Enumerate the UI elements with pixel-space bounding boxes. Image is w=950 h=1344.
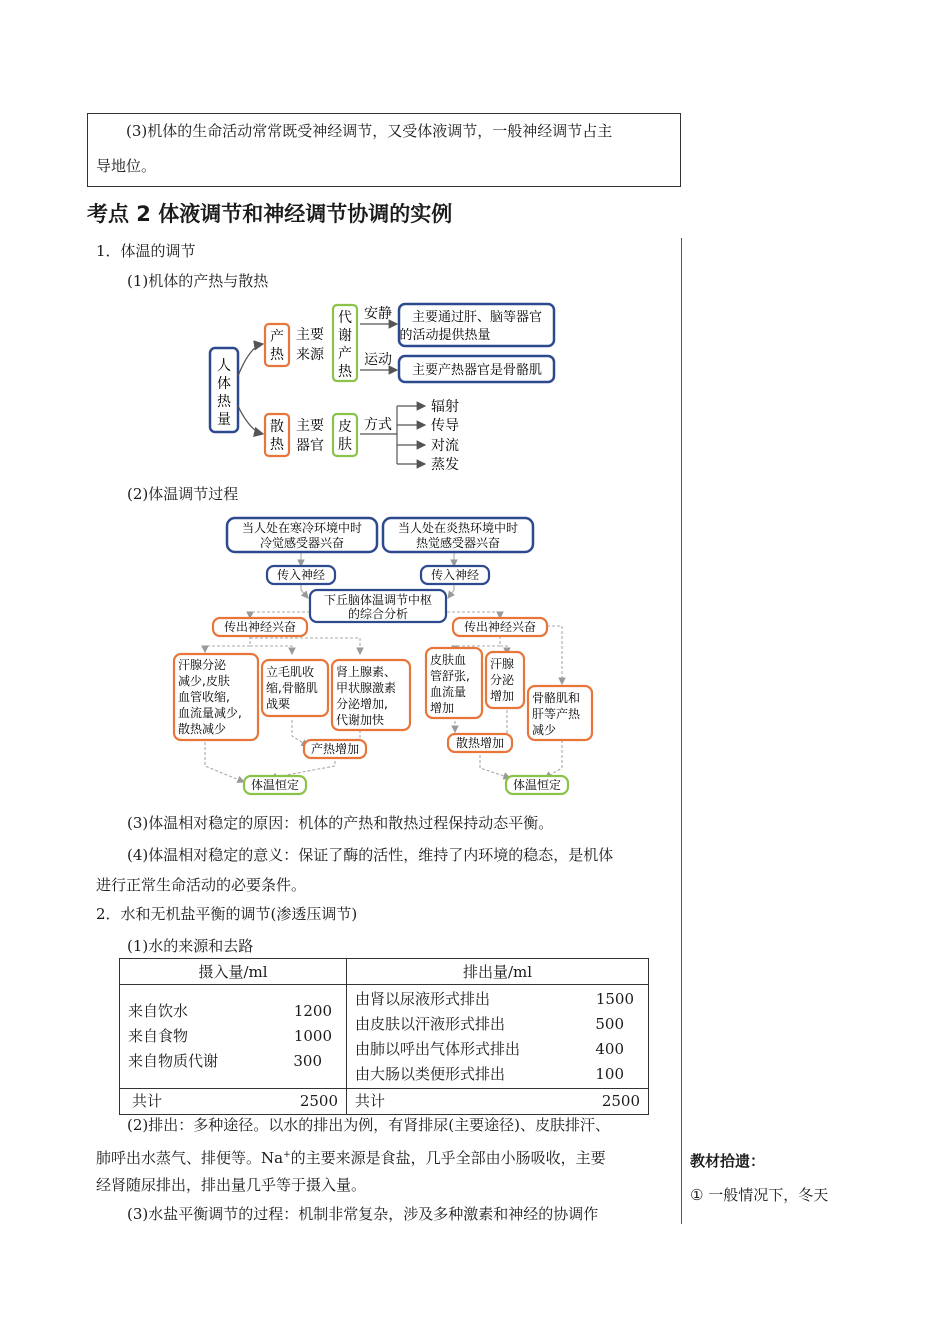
intake-row-1: 来自食物 1000	[128, 1027, 332, 1045]
h3-1: 肝等产热	[532, 707, 581, 721]
meta-c0: 代	[338, 310, 352, 326]
produce-c0: 产	[270, 329, 284, 345]
h1-1: 管舒张,	[430, 669, 470, 683]
exercise-note: 主要产热器官是骨骼肌	[411, 363, 543, 378]
rest-note-0: 主要通过肝、脑等器官	[411, 310, 543, 325]
c1-1: 减少,皮肤	[178, 674, 230, 688]
c1-3: 血流量减少,	[178, 706, 242, 720]
way-2: 对流	[431, 438, 459, 454]
way-1: 传导	[431, 418, 459, 434]
afferent-right: 传入神经	[430, 568, 480, 582]
s2-sub2-line1: (2)排出：多种途径。以水的排出为例，有肾排尿(主要途径)、皮肤排汗、	[127, 1116, 610, 1134]
s2-sub1: (1)水的来源和去路	[127, 937, 254, 955]
body-heat-c3: 量	[217, 412, 231, 428]
margin-divider	[681, 238, 682, 1224]
c2-1: 缩,骨骼肌	[266, 681, 318, 695]
center-1: 的综合分析	[347, 607, 409, 621]
s1-sub4-line2: 进行正常生命活动的必要条件。	[96, 876, 307, 894]
output-row-2: 由肺以呼出气体形式排出 400	[355, 1039, 624, 1058]
note-line-2: 导地位。	[96, 157, 157, 175]
c3-3: 代谢加快	[336, 713, 385, 727]
s2-sub3: (3)水盐平衡调节的过程：机制非常复杂，涉及多种激素和神经的协调作	[127, 1205, 599, 1223]
c1-0: 汗腺分泌	[178, 658, 227, 672]
skin-c0: 皮	[338, 419, 352, 435]
main-organ-0: 主要	[296, 418, 324, 434]
heat-diagram	[205, 296, 565, 476]
s1-title: 1．体温的调节	[96, 242, 196, 260]
c1-2: 血管收缩,	[178, 690, 230, 704]
skin-c1: 肤	[338, 437, 352, 453]
body-heat-c2: 热	[217, 394, 231, 410]
cold-1: 冷觉感受器兴奋	[259, 536, 345, 550]
c3-0: 肾上腺素、	[336, 665, 397, 679]
hot-0: 当人处在炎热环境中时	[397, 521, 519, 535]
intake-row-0: 来自饮水 1200	[128, 1002, 332, 1020]
dissipate-c1: 热	[270, 437, 284, 453]
afferent-left: 传入神经	[276, 568, 326, 582]
c1-4: 散热减少	[178, 722, 227, 736]
water-table	[119, 958, 649, 1115]
main-source-0: 主要	[296, 327, 324, 343]
main-source-1: 来源	[296, 347, 324, 363]
h1-0: 皮肤血	[430, 653, 467, 667]
body-heat-c1: 体	[217, 376, 231, 392]
h2-0: 汗腺	[490, 657, 515, 671]
h3-2: 减少	[532, 723, 557, 737]
stable-left: 体温恒定	[250, 778, 300, 792]
h2-1: 分泌	[490, 673, 515, 687]
s1-sub2: (2)体温调节过程	[127, 485, 239, 503]
s2-title: 2．水和无机盐平衡的调节(渗透压调节)	[96, 905, 358, 923]
h1-3: 增加	[430, 701, 455, 715]
h3-0: 骨骼肌和	[532, 691, 581, 705]
head-intake: 摄入量/ml	[120, 959, 347, 985]
exercise-label: 运动	[364, 352, 392, 368]
c2-0: 立毛肌收	[266, 665, 315, 679]
output-cell	[347, 985, 649, 1089]
dissipate-up: 散热增加	[455, 736, 505, 750]
sidebar-title: 教材拾遗：	[690, 1152, 766, 1170]
note-box	[87, 113, 681, 187]
output-row-0: 由肾以尿液形式排出 1500	[355, 989, 634, 1008]
total-output-cell: 共计 2500	[347, 1089, 649, 1115]
body-heat-c0: 人	[217, 358, 231, 374]
c2-2: 战栗	[266, 697, 291, 711]
sidebar-text: ① 一般情况下，冬天	[690, 1186, 829, 1204]
note-line-1: (3)机体的生命活动常常既受神经调节，又受体液调节，一般神经调节占主	[126, 122, 613, 140]
hot-1: 热觉感受器兴奋	[415, 536, 501, 550]
s1-sub1: (1)机体的产热与散热	[127, 272, 269, 290]
head-output: 排出量/ml	[347, 959, 649, 985]
output-row-3: 由大肠以类便形式排出 100	[355, 1064, 624, 1083]
method-label: 方式	[364, 417, 392, 433]
efferent-right: 传出神经兴奋	[463, 620, 537, 634]
s2-sub2-line3: 经肾随尿排出，排出量几乎等于摄入量。	[96, 1176, 367, 1194]
intake-cell	[120, 985, 347, 1089]
s2-sub2-line2: 肺呼出水蒸气、排便等。Na+的主要来源是食盐，几乎全部由小肠吸收，主要	[96, 1149, 606, 1167]
rest-note-1: 的活动提供热量	[399, 328, 491, 343]
h1-2: 血流量	[430, 685, 467, 699]
heat-up: 产热增加	[310, 742, 360, 756]
intake-row-2: 来自物质代谢 300	[128, 1052, 322, 1070]
center-0: 下丘脑体温调节中枢	[323, 593, 433, 607]
regulation-diagram	[170, 514, 600, 800]
rest-label: 安静	[364, 306, 392, 322]
way-0: 辐射	[431, 399, 459, 415]
section-title: 考点 2 体液调节和神经调节协调的实例	[87, 202, 453, 226]
meta-c2: 产	[338, 346, 352, 362]
meta-c3: 热	[338, 364, 352, 380]
produce-c1: 热	[270, 347, 284, 363]
main-organ-1: 器官	[296, 438, 324, 454]
output-row-1: 由皮肤以汗液形式排出 500	[355, 1014, 624, 1033]
h2-2: 增加	[490, 689, 515, 703]
way-3: 蒸发	[431, 457, 459, 473]
stable-right: 体温恒定	[512, 778, 562, 792]
c3-1: 甲状腺激素	[336, 681, 397, 695]
dissipate-c0: 散	[270, 419, 284, 435]
s1-sub4-line1: (4)体温相对稳定的意义：保证了酶的活性，维持了内环境的稳态，是机体	[127, 846, 614, 864]
meta-c1: 谢	[338, 328, 352, 344]
c3-2: 分泌增加,	[336, 697, 388, 711]
efferent-left: 传出神经兴奋	[223, 620, 297, 634]
total-intake-cell: 共计 2500	[120, 1089, 347, 1115]
s1-sub3: (3)体温相对稳定的原因：机体的产热和散热过程保持动态平衡。	[127, 814, 554, 832]
cold-0: 当人处在寒冷环境中时	[241, 521, 363, 535]
